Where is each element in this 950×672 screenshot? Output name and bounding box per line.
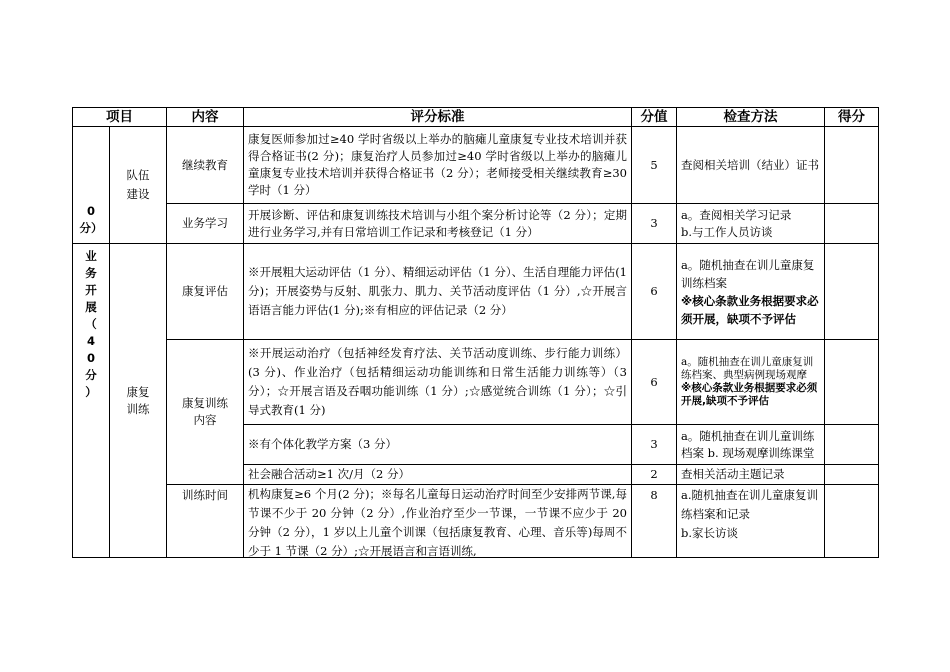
standard-training-therapy: ※开展运动治疗（包括神经发育疗法、关节活动度训练、步行能力训练）(3 分)、作业治疗（包括精细运动功能训练和日常生活能力训练等）（3 分）；☆开展言语及吞咽功能训练（1 分）;☆感觉统合训练（1 分）；☆引导式教育(1 分) [244, 340, 632, 425]
method-note: ※核心条款业务根据要求必须开展，缺项不予评估 [681, 293, 819, 326]
header-standard: 评分标准 [244, 108, 632, 127]
score-training-plan: 3 [632, 425, 677, 465]
method-continuing-education: 查阅相关培训（结业）证书 [677, 127, 825, 204]
table-row [73, 204, 879, 244]
method-training-therapy: a。随机抽查在训儿童康复训练档案、典型病例现场观摩 ※核心条款业务根据要求必须开展,缺项不予评估 [677, 340, 825, 425]
standard-social: 社会融合活动≥1 次/月（2 分） [244, 465, 632, 485]
table-row [73, 485, 879, 558]
got-business-study [825, 204, 879, 244]
got-training-therapy [825, 340, 879, 425]
content-continuing-education: 继续教育 [167, 127, 244, 204]
header-row [73, 108, 879, 127]
content-assessment: 康复评估 [167, 244, 244, 340]
section2-item-cell: 业 务 开 展 （ 4 0 分 ） [73, 244, 110, 558]
content-time: 训练时间 [167, 485, 244, 558]
standard-business-study: 开展诊断、评估和康复训练技术培训与小组个案分析讨论等（2 分）；定期进行业务学习,并有日常培训工作记录和考核登记（1 分） [244, 204, 632, 244]
got-assessment [825, 244, 879, 340]
header-method: 检查方法 [677, 108, 825, 127]
table-row [73, 127, 879, 204]
header-content: 内容 [167, 108, 244, 127]
score-business-study: 3 [632, 204, 677, 244]
evaluation-table [72, 107, 879, 558]
method-note: ※核心条款业务根据要求必须开展,缺项不予评估 [681, 382, 818, 407]
score-continuing-education: 5 [632, 127, 677, 204]
method-assessment: a。随机抽查在训儿童康复训练档案 ※核心条款业务根据要求必须开展，缺项不予评估 [677, 244, 825, 340]
got-training-plan [825, 425, 879, 465]
header-score: 分值 [632, 108, 677, 127]
standard-training-plan: ※有个体化教学方案（3 分） [244, 425, 632, 465]
standard-time [244, 485, 632, 558]
score-social: 2 [632, 465, 677, 485]
section1-item-cell: 0 分） [73, 127, 110, 244]
standard-continuing-education: 康复医师参加过≥40 学时省级以上举办的脑瘫儿童康复专业技术培训并获得合格证书(2 分)；康复治疗人员参加过≥40 学时省级以上举办的脑瘫儿童康复专业技术培训并获得合格证书（2 分）；老师接受相关继续教育≥30 学时（1 分） [244, 127, 632, 204]
content-business-study: 业务学习 [167, 204, 244, 244]
section2-category: 康复训练 [110, 244, 167, 558]
content-training: 康复训练内容 [167, 340, 244, 485]
standard-assessment: ※开展粗大运动评估（1 分）、精细运动评估（1 分）、生活自理能力评估(1 分)；开展姿势与反射、肌张力、肌力、关节活动度评估（1 分）,☆开展言语语言能力评估(1 分);※有相应的评估记录（2 分） [244, 244, 632, 340]
method-business-study: a。查阅相关学习记录 b.与工作人员访谈 [677, 204, 825, 244]
method-time: a.随机抽查在训儿童康复训练档案和记录 b.家长访谈 [677, 485, 825, 558]
score-assessment: 6 [632, 244, 677, 340]
standard-time-text: 机构康复≥6 个月(2 分)；※每名儿童每日运动治疗时间至少安排两节课,每节课不少于 20 分钟（2 分）,作业治疗至少一节课，一节课不应少于 20 分钟（2 分），1 岁以上儿童个训课（包括康复教育、心理、音乐等)每周不少于 1 节课（2 分）;☆开展语言和言语训练, [248, 487, 627, 557]
method-social: 查相关活动主题记录 [677, 465, 825, 485]
score-time: 8 [632, 485, 677, 558]
header-item: 项目 [73, 108, 167, 127]
header-got: 得分 [825, 108, 879, 127]
score-training-therapy: 6 [632, 340, 677, 425]
table-row [73, 244, 879, 340]
got-social [825, 465, 879, 485]
got-time [825, 485, 879, 558]
table-row [73, 340, 879, 425]
got-continuing-education [825, 127, 879, 204]
method-training-plan: a。随机抽查在训儿童训练档案 b. 现场观摩训练课堂 [677, 425, 825, 465]
section1-category: 队伍建设 [110, 127, 167, 244]
